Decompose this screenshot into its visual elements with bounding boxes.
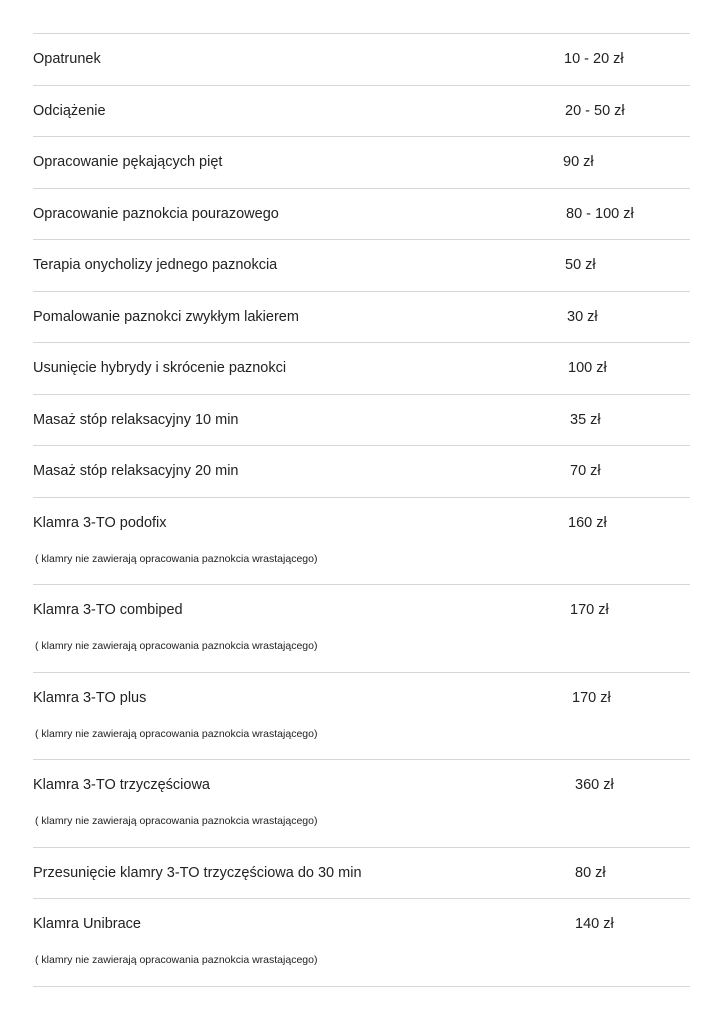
price-row-masaz-10 [33,395,690,447]
service-name: Klamra Unibrace [33,916,141,932]
service-price: 80 zł [575,864,606,881]
service-name: Odciążenie [33,102,106,119]
service-name: Opracowanie paznokcia pourazowego [33,205,279,222]
service-name: Usunięcie hybrydy i skrócenie paznokci [33,360,287,376]
service-name: Klamra 3-TO podofix [33,514,167,531]
price-row-pekajace-piety [33,137,690,189]
service-price: 90 zł [563,154,594,170]
service-price: 70 zł [570,463,601,479]
service-price: 50 zł [565,257,596,273]
service-price: 170 zł [572,689,611,706]
service-name: Terapia onycholizy jednego paznokcia [33,257,278,273]
service-price: 160 zł [568,514,607,531]
price-row-klamra-trzyczesciowa [33,760,690,848]
service-name: Opatrunek [33,51,101,67]
service-note: ( klamry nie zawierają opracowania paznokcia wrastającego) [35,815,318,827]
price-row-paznokiec-pourazowy [33,189,690,241]
service-name: Masaż stóp relaksacyjny 20 min [33,463,239,479]
price-row-klamra-plus [33,673,690,761]
price-row-klamra-combiped [33,585,690,673]
service-price: 170 zł [570,602,609,618]
price-row-klamra-podofix [33,498,690,586]
service-price: 140 zł [575,916,614,932]
price-row-przesuniecie-klamry [33,848,690,900]
service-name: Opracowanie pękających pięt [33,154,223,170]
service-name: Przesunięcie klamry 3-TO trzyczęściowa do 30 min [33,864,362,881]
service-name: Masaż stóp relaksacyjny 10 min [33,411,239,428]
service-note: ( klamry nie zawierają opracowania paznokcia wrastającego) [35,727,318,740]
service-price: 80 - 100 zł [566,205,634,222]
service-price: 10 - 20 zł [564,51,624,67]
service-price: 100 zł [568,360,607,376]
service-name: Pomalowanie paznokci zwykłym lakierem [33,308,299,325]
price-row-usuniecie-hybrydy [33,343,690,395]
service-note: ( klamry nie zawierają opracowania paznokcia wrastającego) [35,640,318,652]
service-name: Klamra 3-TO combiped [33,602,183,618]
price-row-odciazenie [33,86,690,138]
service-price: 360 zł [575,777,614,793]
service-price: 20 - 50 zł [565,102,625,119]
price-row-pomalowanie-paznokci [33,292,690,344]
service-name: Klamra 3-TO trzyczęściowa [33,777,210,793]
price-row-klamra-unibrace [33,899,690,987]
price-row-masaz-20 [33,446,690,498]
service-price: 30 zł [567,308,598,325]
price-list [33,33,690,987]
service-name: Klamra 3-TO plus [33,689,147,706]
service-price: 35 zł [570,411,601,428]
service-note: ( klamry nie zawierają opracowania paznokcia wrastającego) [35,552,318,565]
price-row-opatrunek [33,34,690,86]
service-note: ( klamry nie zawierają opracowania paznokcia wrastającego) [35,954,318,966]
price-row-terapia-onycholizy [33,240,690,292]
